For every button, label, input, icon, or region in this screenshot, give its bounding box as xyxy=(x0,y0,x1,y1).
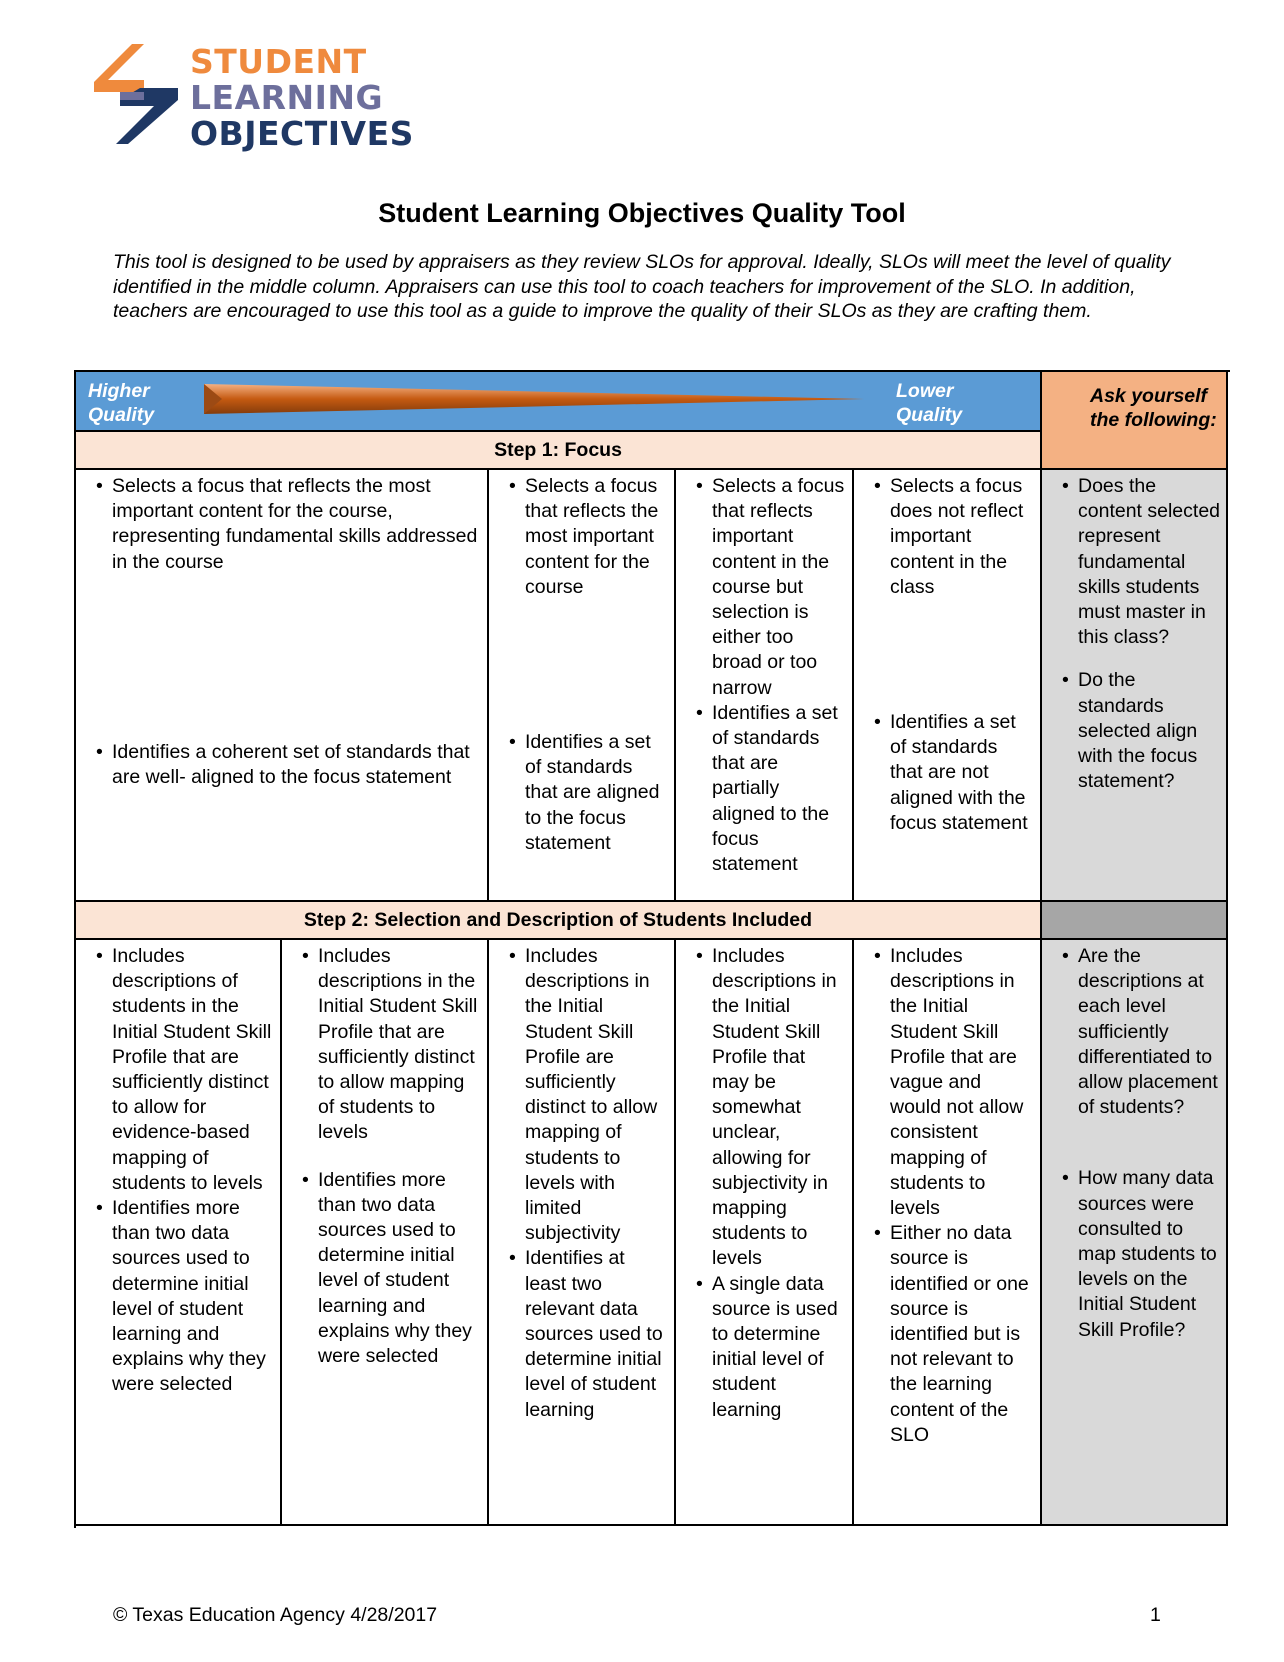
logo-line-objectives: OBJECTIVES xyxy=(190,114,414,153)
step2-col3-sources: • Identifies at least two relevant data sources used to determine initial level of student learning xyxy=(497,1246,668,1422)
step2-title: Step 2: Selection and Description of Students Included xyxy=(76,902,1042,940)
step2-col4-sources: • A single data source is used to determine initial level of student learning xyxy=(684,1272,846,1423)
step1-col4 xyxy=(854,470,1042,902)
step1-col4-focus: • Selects a focus does not reflect important content in the class xyxy=(862,474,1034,600)
quality-gradient-arrow-icon xyxy=(204,384,864,414)
step1-col1 xyxy=(76,470,489,902)
quality-scale-header xyxy=(76,372,1042,432)
logo-wordmark xyxy=(190,44,414,152)
step2-ask-header xyxy=(1042,902,1228,940)
ask-yourself-header xyxy=(1042,372,1228,470)
step2-col5-sources: • Either no data source is identified or one source is identified but is not relevant to the learning content of the SLO xyxy=(862,1221,1034,1448)
step1-col3-focus: • Selects a focus that reflects important content in the course but selection is either too broad or too narrow xyxy=(684,474,846,701)
intro-paragraph: This tool is designed to be used by appraisers as they review SLOs for approval. Ideally, SLOs will meet the level of quality identified in the middle column. Appraisers can use this tool to coach teachers for improvement of the SLO. In addition, teachers are encouraged to use this tool as a guide to improve the quality of their SLOs as they are crafting them. xyxy=(113,251,1171,322)
footer-page-number: 1 xyxy=(1150,1604,1161,1626)
step2-col1-sources: • Identifies more than two data sources used to determine initial level of student learning and explains why they were selected xyxy=(84,1196,274,1398)
step2-ask-sources: • How many data sources were consulted to map students to levels on the Initial Student Skill Profile? xyxy=(1050,1166,1220,1342)
step2-col5 xyxy=(854,940,1042,1526)
step2-ask xyxy=(1042,940,1228,1526)
page-title: Student Learning Objectives Quality Tool xyxy=(378,198,906,228)
quality-rubric-table xyxy=(74,370,1230,1528)
step2-col3 xyxy=(489,940,676,1526)
step1-col3 xyxy=(676,470,854,902)
step2-col5-descriptions: • Includes descriptions in the Initial Student Skill Profile that are vague and would not allow consistent mapping of students to levels xyxy=(862,944,1034,1221)
step1-col1-standards: • Identifies a coherent set of standards that are well- aligned to the focus statement xyxy=(84,740,481,790)
step1-ask-content: • Does the content selected represent fundamental skills students must master in this class? xyxy=(1050,474,1220,650)
lower-quality-label: Lower Quality xyxy=(896,380,963,426)
step1-title: Step 1: Focus xyxy=(76,432,1042,470)
step1-col2 xyxy=(489,470,676,902)
step1-col1-focus: • Selects a focus that reflects the most important content for the course, representing fundamental skills addressed in the course xyxy=(84,474,481,575)
logo xyxy=(90,42,420,153)
step1-col2-focus: • Selects a focus that reflects the most important content for the course xyxy=(497,474,668,600)
step1-col4-standards: • Identifies a set of standards that are not aligned with the focus statement xyxy=(862,710,1034,836)
step2-col2 xyxy=(282,940,489,1526)
step2-col4 xyxy=(676,940,854,1526)
step2-col2-descriptions: • Includes descriptions in the Initial Student Skill Profile that are sufficiently distinct to allow mapping of students to levels xyxy=(290,944,481,1146)
step1-col3-standards: • Identifies a set of standards that are partially aligned to the focus statement xyxy=(684,701,846,877)
ask-yourself-label: Ask yourself the following: xyxy=(1090,385,1217,431)
step2-col3-descriptions: • Includes descriptions in the Initial Student Skill Profile are sufficiently distinct to allow mapping of students to levels with limited subjectivity xyxy=(497,944,668,1246)
step2-col1 xyxy=(76,940,282,1526)
logo-line-student: STUDENT xyxy=(190,42,367,81)
step1-ask xyxy=(1042,470,1228,902)
logo-line-learning: LEARNING xyxy=(190,78,384,117)
step2-ask-descriptions: • Are the descriptions at each level sufficiently differentiated to allow placement of students? xyxy=(1050,944,1220,1120)
step2-col1-descriptions: • Includes descriptions of students in the Initial Student Skill Profile that are sufficiently distinct to allow for evidence-based mapping of students to levels xyxy=(84,944,274,1196)
higher-quality-label: Higher Quality xyxy=(88,380,155,426)
step1-ask-standards: • Do the standards selected align with the focus statement? xyxy=(1050,668,1220,794)
footer-copyright: © Texas Education Agency 4/28/2017 xyxy=(113,1604,438,1626)
step2-col4-descriptions: • Includes descriptions in the Initial Student Skill Profile that may be somewhat unclear, allowing for subjectivity in mapping students to levels xyxy=(684,944,846,1272)
slo-logo-icon xyxy=(90,44,182,144)
step2-col2-sources: • Identifies more than two data sources used to determine initial level of student learning and explains why they were selected xyxy=(290,1168,481,1370)
step1-col2-standards: • Identifies a set of standards that are aligned to the focus statement xyxy=(497,730,668,856)
